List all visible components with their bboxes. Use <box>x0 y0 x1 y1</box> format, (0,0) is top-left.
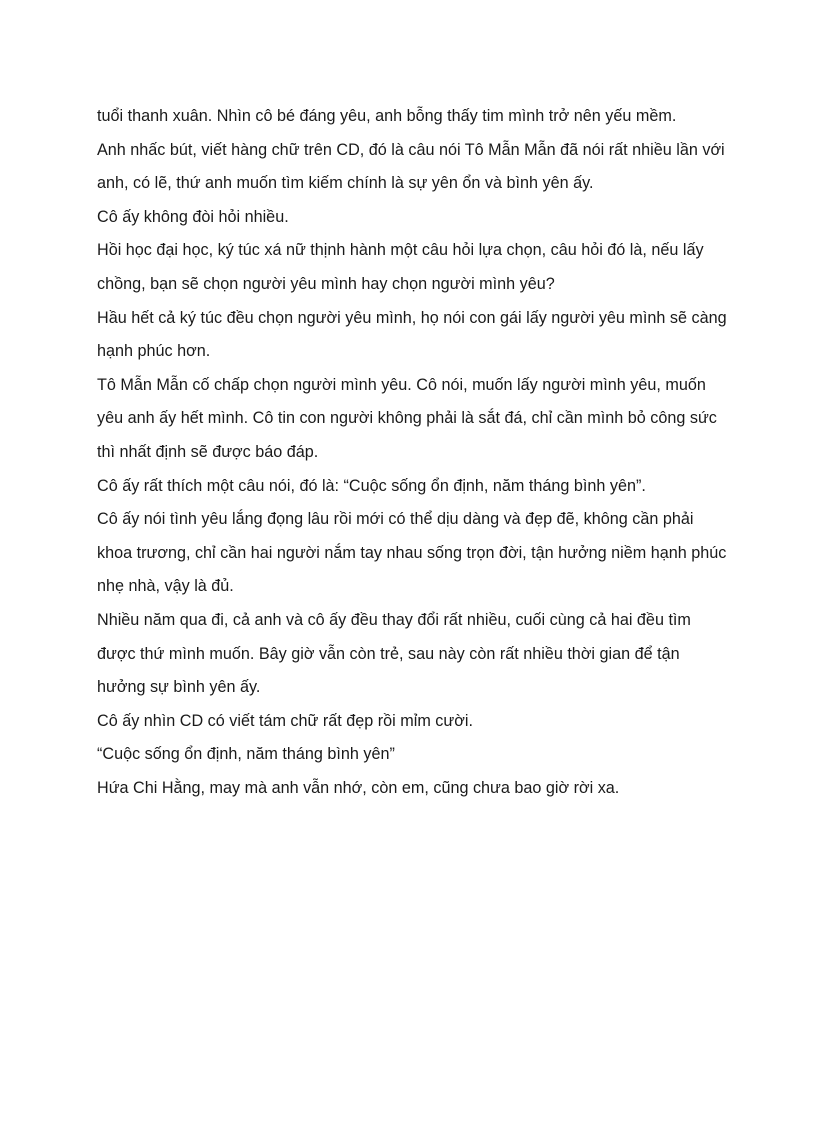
paragraph: Cô ấy rất thích một câu nói, đó là: “Cuộc sống ổn định, năm tháng bình yên”. <box>97 476 646 495</box>
paragraph: Anh nhấc bút, viết hàng chữ trên CD, đó là câu nói Tô Mẫn Mẫn đã nói rất nhiều lần với anh, có lẽ, thứ anh muốn tìm kiếm chính là sự yên ổn và bình yên ấy. <box>97 140 725 193</box>
paragraph: Cô ấy nhìn CD có viết tám chữ rất đẹp rồi mỉm cười. <box>97 711 473 730</box>
paragraph: Hồi học đại học, ký túc xá nữ thịnh hành một câu hỏi lựa chọn, câu hỏi đó là, nếu lấy chồng, bạn sẽ chọn người yêu mình hay chọn người mình yêu? <box>97 241 704 293</box>
paragraph: Cô ấy nói tình yêu lắng đọng lâu rồi mới có thể dịu dàng và đẹp đẽ, không cần phải khoa trương, chỉ cần hai người nắm tay nhau sống trọn đời, tận hưởng niềm hạnh phúc nhẹ nhà, vậy là đủ. <box>97 510 727 596</box>
paragraph: Cô ấy không đòi hỏi nhiều. <box>97 207 289 226</box>
paragraph: Tô Mẫn Mẫn cố chấp chọn người mình yêu. Cô nói, muốn lấy người mình yêu, muốn yêu anh ấy hết mình. Cô tin con người không phải là sắt đá, chỉ cần mình bỏ công sức thì nhất định sẽ được báo đáp. <box>97 375 717 461</box>
paragraph: Hứa Chi Hằng, may mà anh vẫn nhớ, còn em, cũng chưa bao giờ rời xa. <box>97 778 620 797</box>
paragraph: Hầu hết cả ký túc đều chọn người yêu mình, họ nói con gái lấy người yêu mình sẽ càng hạnh phúc hơn. <box>97 308 727 361</box>
paragraph: “Cuộc sống ổn định, năm tháng bình yên” <box>97 745 395 764</box>
paragraph: tuổi thanh xuân. Nhìn cô bé đáng yêu, anh bỗng thấy tim mình trở nên yếu mềm. <box>97 107 677 125</box>
document-body <box>97 100 727 805</box>
paragraph: Nhiều năm qua đi, cả anh và cô ấy đều thay đổi rất nhiều, cuối cùng cả hai đều tìm được thứ mình muốn. Bây giờ vẫn còn trẻ, sau này còn rất nhiều thời gian để tận hưởng sự bình yên ấy. <box>97 610 691 697</box>
